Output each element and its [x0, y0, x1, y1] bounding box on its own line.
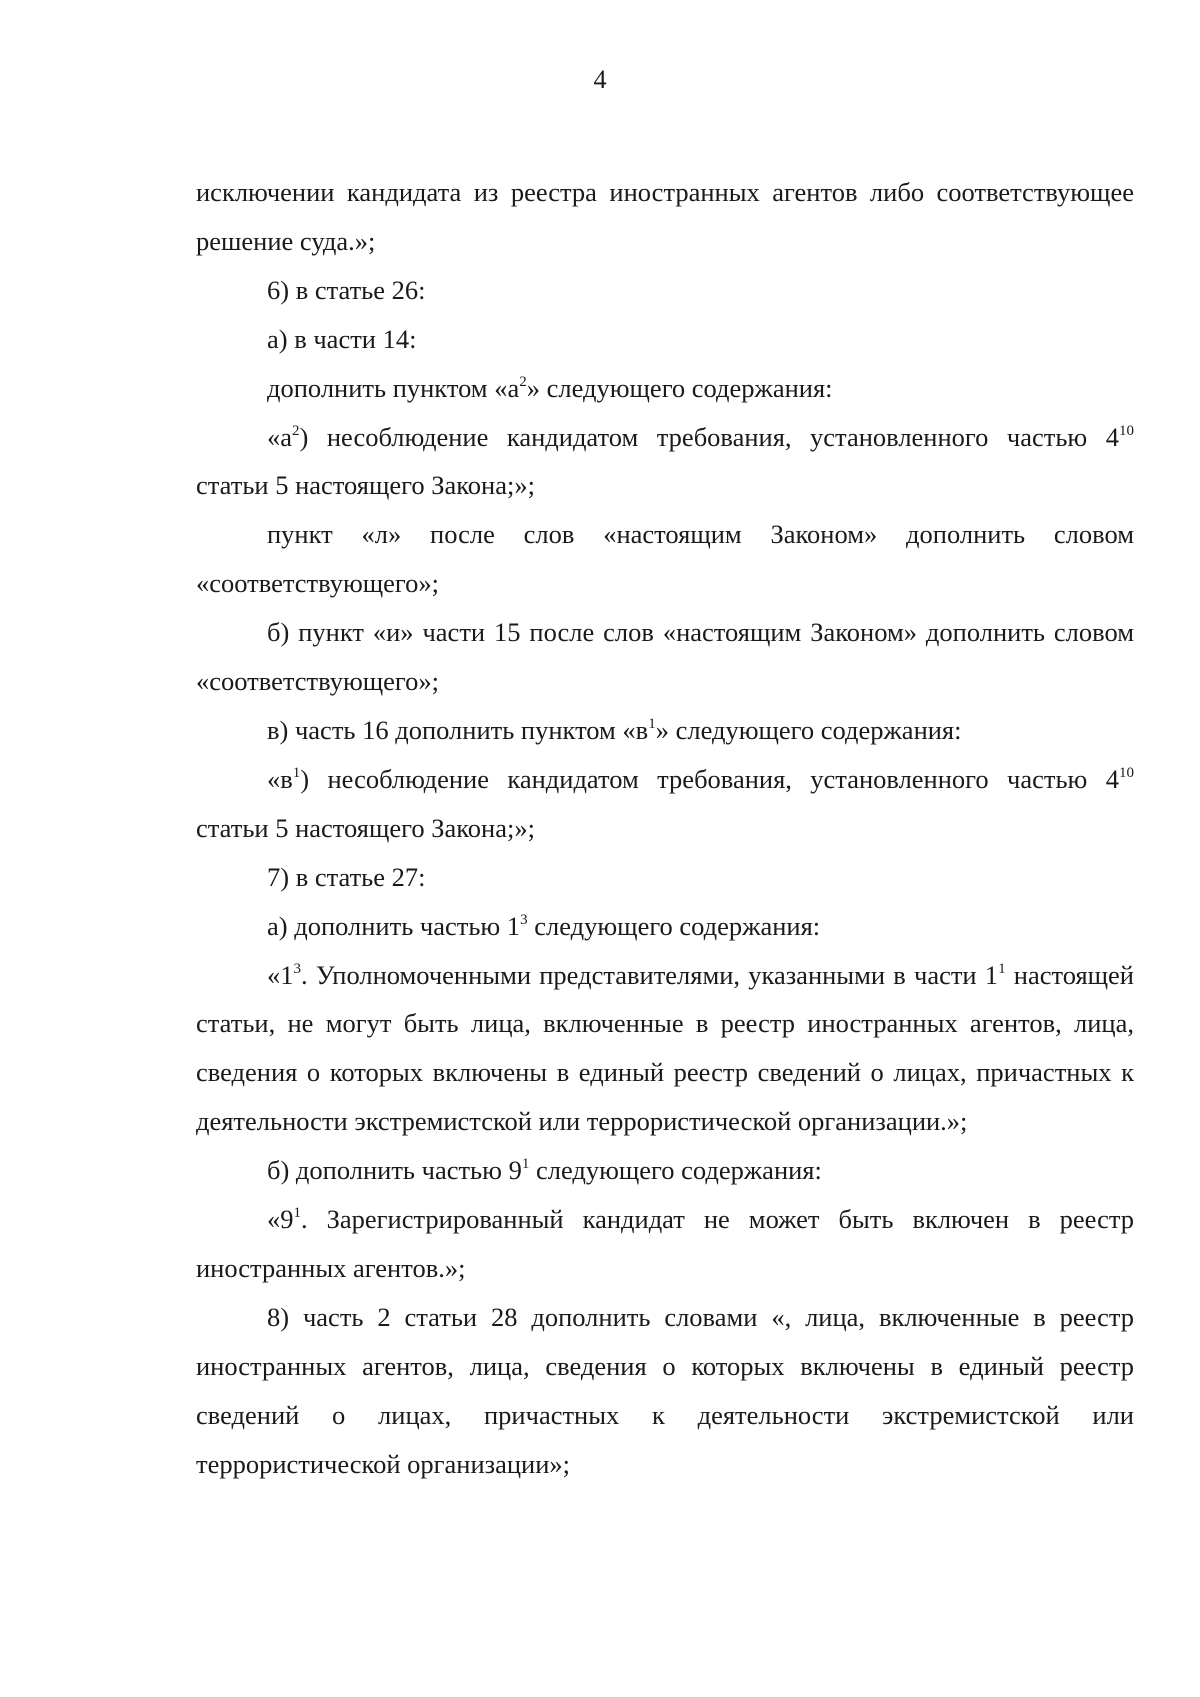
paragraph-14: «$9^1$. Зарегистрированный кандидат не может быть включен в реестр иностранных агентов.»; [196, 1204, 1134, 1283]
page-number: 4 [593, 65, 607, 94]
paragraph-10: 7) в статье 27: [267, 861, 426, 892]
paragraph-6: пункт «л» после слов «настоящим Законом» дополнить словом «соответствующего»; [196, 519, 1134, 599]
paragraph-8: в) часть 16 дополнить пунктом «$в^1$» следующего содержания: [267, 714, 962, 745]
paragraph-4: дополнить пунктом «$а^2$» следующего содержания: [267, 372, 833, 403]
document-body [196, 168, 1134, 1488]
paragraph-3: а) в части 14: [267, 323, 417, 354]
paragraph-15: 8) часть 2 статьи 28 дополнить словами «, лица, включенные в реестр иностранных агентов, лица, сведения о которых включены в единый реестр сведений о лицах, причастных к деятельности экстремистской или террористической организации»; [196, 1301, 1134, 1479]
paragraph-5: «$а^2$) несоблюдение кандидатом требования, установленного частью $4^{10}$ статьи 5 настоящего Закона;»; [196, 421, 1134, 501]
paragraph-2: 6) в статье 26: [267, 274, 426, 305]
paragraph-11: а) дополнить частью $1^3$ следующего содержания: [267, 910, 821, 941]
paragraph-9: «$в^1$) несоблюдение кандидатом требования, установленного частью $4^{10}$ статьи 5 настоящего Закона;»; [196, 763, 1134, 843]
paragraph-7: б) пункт «и» части 15 после слов «настоящим Законом» дополнить словом «соответствующего»; [196, 617, 1134, 697]
paragraph-13: б) дополнить частью $9^1$ следующего содержания: [267, 1155, 822, 1186]
paragraph-12: «$1^3$. Уполномоченными представителями, указанными в части $1^1$ настоящей статьи, не могут быть лица, включенные в реестр иностранных агентов, лица, сведения о которых включены в единый реестр сведений о лицах, причастных к деятельности экстремистской или террористической организации.»; [196, 959, 1134, 1137]
paragraph-1: исключении кандидата из реестра иностранных агентов либо соответствующее решение суда.»; [196, 177, 1134, 256]
